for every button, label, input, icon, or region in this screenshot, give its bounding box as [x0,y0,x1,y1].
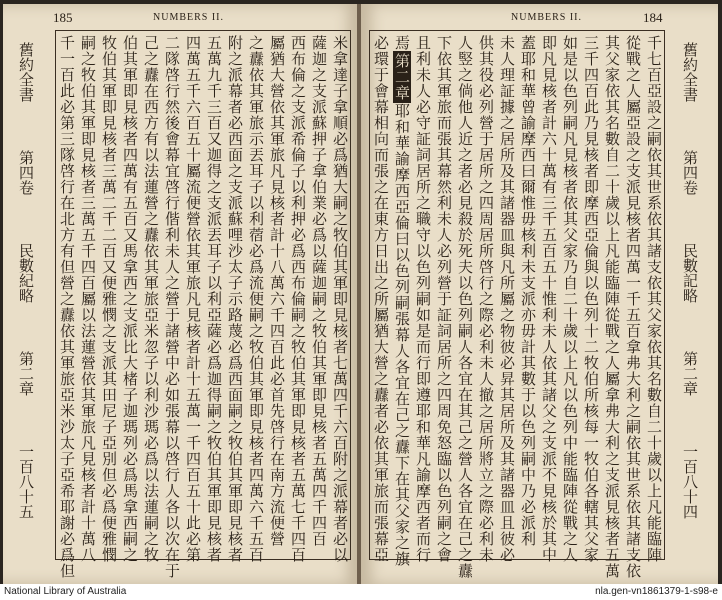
book-name: 民數紀略 [17,243,35,303]
folio-number: 一百八十四 [681,444,699,519]
text-column: 五萬九千三百又迦得之支派丟耳子以利亞薩必爲迦得嗣之牧伯其軍即見核者 [205,35,223,563]
text-column: 從戰之人屬亞設之支派見核者四萬一千五百拿弗大利之嗣依其世系依其諸支依 [624,35,642,579]
book-name: 民數記略 [681,243,699,303]
text-column: 米拿達子拿順必爲猶大嗣之牧伯其軍即見核者七萬四千六百附之派幕者必以 [331,35,349,563]
book-title: 舊約全書 [17,42,35,102]
text-column: 焉第二章耶和華諭摩西亞倫曰以色列嗣張幕人各宜在己之纛下在其父家之旗 [393,35,411,567]
text-column: 人竪之倘他人近之者必見殺於死夫以色列嗣人各宜在其己之營人各宜在己之纛 [456,35,474,579]
text-column: 附之派幕者必西面之支派蘇哩沙太子示路蔑必爲西面嗣之牧伯其軍即見核者 [226,35,244,563]
text-column: 薩迦之支派蘇押子拿伯業必爲以薩迦嗣之牧伯其軍即見核者五萬四千四百 [310,35,328,547]
chapter-marker: 第二章 [393,53,411,101]
record-id: nla.gen-vn1861379-1-s98-e [595,586,718,597]
library-credit: National Library of Australia [4,586,127,597]
text-column: 西布倫之支派希倫子以利押必爲西布倫嗣之牧伯其軍即見核者五萬七千四百 [289,35,307,563]
text-column: 嗣之牧伯其軍即見核者三萬五千四百屬以法蓮營依其軍旅凡見核者計十萬八 [79,35,97,563]
text-column: 下依其軍旅而張其幕然利未人必列營于証詞居所之四周免怒臨以色列嗣之會 [435,35,453,563]
running-head: NUMBERS II. [511,12,583,23]
text-column: 屬猶大營依其軍旅凡見核者計十八萬六千四百此必首先啓行在南方流便營 [268,35,286,547]
text-column: 之纛依其軍旅示丟耳子以利蓿必爲流便嗣之牧伯其軍即見核者四萬六千五百 [247,35,265,563]
text-column: 如是以色列嗣凡見核者依其父家乃自二十歲以上凡以色列中能臨陣從戰之人 [561,35,579,563]
page-number: 184 [643,10,663,25]
text-column: 二隊啓行然後會幕宜啓行偕利未人之營于諸營中必如張幕以啓行人各以次在于 [163,35,181,579]
margin-header [17,42,35,519]
volume-label: 第四卷 [681,150,699,195]
text-column: 且利未人必守証詞居所之職守以色列嗣如是而行即遵耶和華凡諭摩西者而行 [414,35,432,563]
text-column: 伯其軍即見核者四萬有五百又馬拿西之支派比大楮子迦瑪列必爲馬拿西嗣之 [121,35,139,563]
chapter-label: 第二章 [17,351,35,396]
folio-number: 一百八十五 [17,444,35,519]
text-column: 蓋耶和華曾諭摩西曰爾惟毋核利未支派亦毋計其數于以色列嗣中乃必派利 [519,35,537,547]
text-column: 千七百亞設之嗣依其世系依其諸支依其父家依其名數自二十歲以上凡能臨陣 [645,35,663,563]
running-head: NUMBERS II. [153,12,225,23]
left-page [3,4,358,584]
text-column: 千一百此必第三隊啓行在北方有但營之纛依其軍旅亞米沙太子亞希耶謝必爲但 [58,35,76,579]
text-column: 牧伯其軍即見核者三萬二千二百又便雅憫之支派其田尼子亞別但必爲便雅憫 [100,35,118,563]
volume-label: 第四卷 [17,150,35,195]
text-column: 己之纛在西方有以法蓮營之纛依其軍旅亞米忽子以利沙瑪必爲以法蓮嗣之牧 [142,35,160,563]
text-column: 即凡見核者計六十萬有三千五百五十惟利未人依其諸父之支派不見核於其中 [540,35,558,563]
footer-bar [0,584,722,600]
right-page [361,4,718,584]
text-column: 供其役必列營于居所之四周居所啓行之際必利未人撤之居所將立之際必利未 [477,35,495,563]
book-title: 舊約全書 [681,42,699,102]
margin-header [681,42,699,519]
text-frame [369,30,665,579]
text-column: 必環于會幕相向而張之在東方日出之所屬猶大營之纛者必依其軍旅而張幕亞 [372,35,390,563]
text-column: 其父家依其名數自二十歲以上凡能臨陣從戰之人屬拿弗大利之支派見核者五萬 [603,35,621,579]
text-column: 四萬五千六百五十屬流便營依其軍旅凡見核者計十五萬一千四百五十此必第 [184,35,202,563]
text-frame [55,30,351,579]
page-number: 185 [53,10,73,25]
chapter-label: 第二章 [681,351,699,396]
text-column: 未人理証據之居所及其諸器皿與凡所屬之物彼必昇其居所及其諸器皿且彼必 [498,35,516,563]
text-column: 三千四百此乃見核者即摩西亞倫與以色列十二牧伯所核每一牧伯各轄其父家 [582,35,600,563]
